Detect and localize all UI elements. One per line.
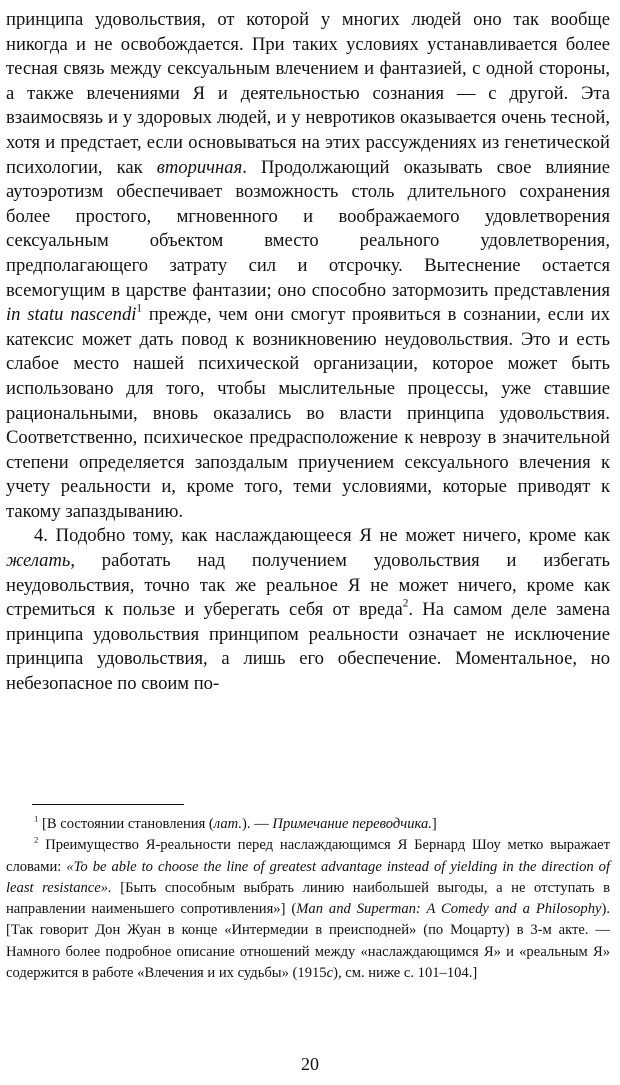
main-text bbox=[6, 8, 610, 697]
paragraph: принципа удовольствия, от которой у многих людей оно так вообще никогда и не освобождается. При таких условиях устанавливается более тесная связь между сексуальным влечением и фантазией, с одной стороны, а также влечениями Я и деятельностью сознания — с другой. Эта взаимосвязь и у здоровых людей, и у невротиков оказывается очень тесной, хотя и предстает, если основываться на этих рассуждениях из генетической психологии, как вторичная. Продолжающий оказывать свое влияние аутоэротизм обеспечивает возможность столь длительного сохранения более простого, мгновенного и воображаемого удовлетворения сексуальным объектом вместо реального удовлетворения, предполагающего затрату сил и отсрочку. Вытеснение остается всемогущим в царстве фантазии; оно способно затормозить представления in statu nascendi$^1$ прежде, чем они смогут проявиться в сознании, если их катексис может дать повод к возникновению неудовольствия. Это и есть слабое место нашей психической организации, которое может быть использовано для того, чтобы мыслительные процессы, уже ставшие рациональными, вновь оказались во власти принципа удовольствия. Соответственно, психическое предрасположение к неврозу в значительной степени определяется запоздалым приучением сексуального влечения к учету реальности и, кроме того, теми условиями, которые приводят к такому запаздыванию. bbox=[6, 9, 610, 522]
footnote-separator bbox=[32, 804, 184, 805]
footnote-ref[interactable]: 1 bbox=[136, 302, 142, 315]
footnote-ref[interactable]: 2 bbox=[402, 597, 409, 610]
footnotes bbox=[6, 814, 610, 984]
footnote: $^1$ [В состоянии становления (лат.). — Примечание переводчика.] bbox=[34, 813, 437, 832]
page-number: 20 bbox=[301, 1054, 319, 1074]
paragraph: 4. Подобно тому, как наслаждающееся Я не может ничего, кроме как желать, работать над получением удовольствия и избегать неудовольствия, точно так же реальное Я не может ничего, кроме как стремиться к пользе и уберегать себя от вреда$^2$. На самом деле замена принципа удовольствия принципом реальности означает не исключение принципа удовольствия, а лишь его обеспечение. Моментальное, но небезопасное по своим по- bbox=[6, 525, 610, 695]
footnote-number: 2 bbox=[34, 834, 39, 845]
footnote-number: 1 bbox=[34, 813, 39, 824]
footnote: $^2$ Преимущество Я-реальности перед наслаждающимся Я Бернард Шоу метко выражает словами: «To be able to choose the line of greatest advantage instead of yielding in the direction of least resistance». [Быть способным выбрать линию наибольшей выгоды, а не отступать в направлении наименьшего сопротивления»] (Man and Superman: A Comedy and a Philosophy). [Так говорит Дон Жуан в конце «Интермедии в преисподней» (по Моцарту) в 3-м акте. — Намного более подробное описание отношений между «наслаждающимся Я» и «реальным Я» содержится в работе «Влечения и их судьбы» (1915c), см. ниже с. 101–104.] bbox=[6, 834, 611, 982]
